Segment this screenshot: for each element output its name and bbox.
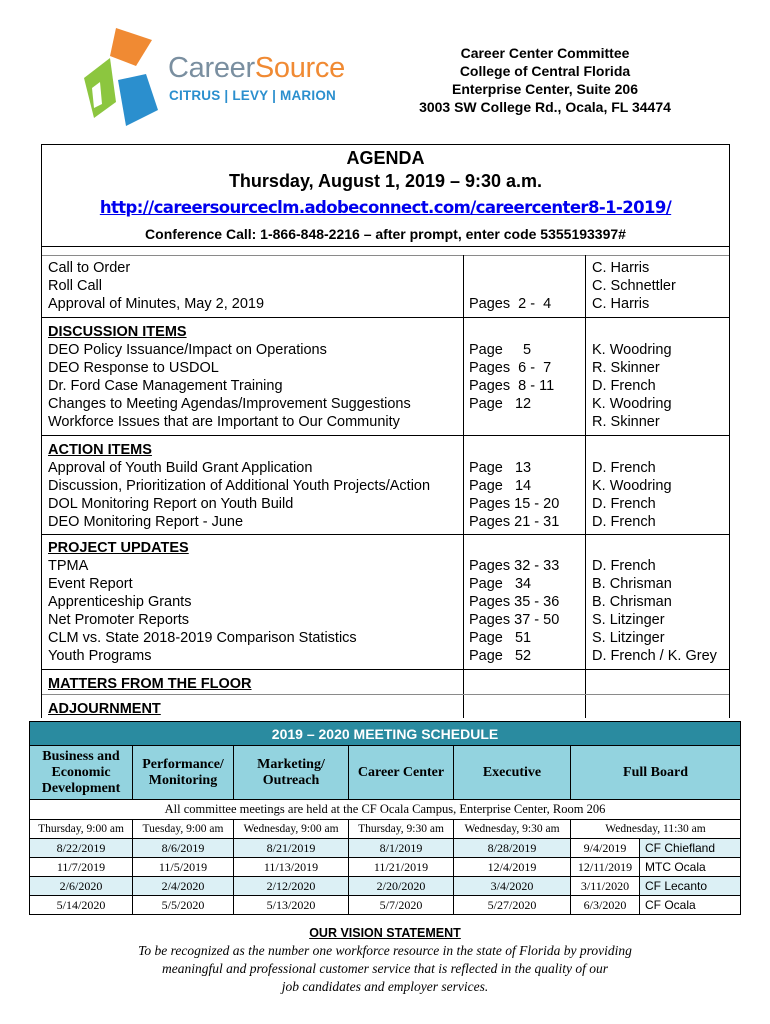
agenda-presenter: D. French xyxy=(592,558,656,574)
vision-line: job candidates and employer services. xyxy=(281,979,489,994)
divider xyxy=(42,669,729,670)
vision-title: OUR VISION STATEMENT xyxy=(309,926,461,940)
agenda-presenter: C. Harris xyxy=(592,260,650,276)
table-row xyxy=(30,839,741,858)
table-cell: 6/3/2020 xyxy=(571,896,640,915)
table-cell: 8/21/2019 xyxy=(234,839,349,858)
divider xyxy=(42,694,729,695)
divider xyxy=(42,317,729,318)
agenda-item: Changes to Meeting Agendas/Improvement Suggestions xyxy=(48,396,411,412)
table-row xyxy=(30,896,741,915)
agenda-box xyxy=(41,144,730,718)
logo-wordmark-source: Source xyxy=(254,52,345,84)
agenda-pages: Pages 21 - 31 xyxy=(469,514,560,530)
updates-heading: PROJECT UPDATES xyxy=(48,540,189,556)
divider xyxy=(42,255,729,256)
agenda-pages: Page 14 xyxy=(469,478,532,494)
address-line: College of Central Florida xyxy=(459,63,631,79)
agenda-item: DEO Monitoring Report - June xyxy=(48,514,244,530)
divider xyxy=(42,246,729,247)
agenda-item: Call to Order xyxy=(48,260,131,276)
table-cell: 11/5/2019 xyxy=(133,858,234,877)
vision-line: meaningful and professional customer service that is reflected in the quality of our xyxy=(162,961,608,976)
agenda-presenter: D. French xyxy=(592,514,656,530)
table-cell: 8/1/2019 xyxy=(349,839,454,858)
vision-statement xyxy=(0,926,770,996)
logo-subtitle: CITRUS | LEVY | MARION xyxy=(169,88,336,103)
table-row xyxy=(30,858,741,877)
meeting-schedule-table xyxy=(29,721,741,915)
table-cell: 3/4/2020 xyxy=(454,877,571,896)
column-divider xyxy=(463,255,464,718)
agenda-presenter: R. Skinner xyxy=(592,414,660,430)
table-cell: 12/11/2019 xyxy=(571,858,640,877)
agenda-presenter: S. Litzinger xyxy=(592,630,665,646)
table-cell: MTC Ocala xyxy=(640,858,741,877)
agenda-presenter: D. French xyxy=(592,378,656,394)
agenda-presenter: K. Woodring xyxy=(592,396,672,412)
agenda-item: TPMA xyxy=(48,558,89,574)
table-cell: 12/4/2019 xyxy=(454,858,571,877)
agenda-presenter: R. Skinner xyxy=(592,360,660,376)
column-divider xyxy=(585,255,586,718)
agenda-item: Youth Programs xyxy=(48,648,152,664)
action-heading: ACTION ITEMS xyxy=(48,442,152,458)
agenda-presenter: D. French / K. Grey xyxy=(592,648,717,664)
committee-address xyxy=(380,44,710,116)
address-line: Enterprise Center, Suite 206 xyxy=(452,81,638,97)
agenda-pages: Pages 6 - 7 xyxy=(469,360,552,376)
agenda-item: Dr. Ford Case Management Training xyxy=(48,378,283,394)
table-cell: 8/28/2019 xyxy=(454,839,571,858)
agenda-presenter: D. French xyxy=(592,496,656,512)
table-cell: 5/27/2020 xyxy=(454,896,571,915)
agenda-presenter: C. Harris xyxy=(592,296,650,312)
table-cell: 11/21/2019 xyxy=(349,858,454,877)
agenda-pages: Page 51 xyxy=(469,630,532,646)
agenda-presenter: B. Chrisman xyxy=(592,594,672,610)
meeting-time: Wednesday, 9:00 am xyxy=(234,820,349,839)
agenda-presenter: S. Litzinger xyxy=(592,612,665,628)
agenda-presenter: K. Woodring xyxy=(592,342,672,358)
conference-call: Conference Call: 1-866-848-2216 – after prompt, enter code 5355193397# xyxy=(145,226,626,242)
agenda-pages: Pages 2 - 4 xyxy=(469,296,552,312)
agenda-pages: Page 34 xyxy=(469,576,532,592)
agenda-item: Net Promoter Reports xyxy=(48,612,190,628)
agenda-item: Discussion, Prioritization of Additional Youth Projects/Action xyxy=(48,478,431,494)
adjournment-heading: ADJOURNMENT xyxy=(48,701,161,717)
agenda-datetime: Thursday, August 1, 2019 – 9:30 a.m. xyxy=(228,171,543,191)
agenda-pages: Page 5 xyxy=(469,342,532,358)
agenda-pages: Pages 35 - 36 xyxy=(469,594,560,610)
table-cell: CF Lecanto xyxy=(640,877,741,896)
agenda-pages: Page 12 xyxy=(469,396,532,412)
logo-wordmark-career: Career xyxy=(168,52,255,84)
meeting-time: Thursday, 9:00 am xyxy=(30,820,133,839)
address-line: Career Center Committee xyxy=(460,45,630,61)
table-cell: 8/22/2019 xyxy=(30,839,133,858)
table-cell: 5/5/2020 xyxy=(133,896,234,915)
table-row xyxy=(30,877,741,896)
agenda-pages: Pages 37 - 50 xyxy=(469,612,560,628)
agenda-presenter: K. Woodring xyxy=(592,478,672,494)
table-cell: 9/4/2019 xyxy=(571,839,640,858)
agenda-pages: Pages 8 - 11 xyxy=(469,378,555,394)
meeting-time: Wednesday, 9:30 am xyxy=(454,820,571,839)
meeting-time: Wednesday, 11:30 am xyxy=(571,820,741,839)
careersource-logo xyxy=(80,22,350,132)
discussion-heading: DISCUSSION ITEMS xyxy=(48,324,187,340)
agenda-item: Approval of Youth Build Grant Application xyxy=(48,460,313,476)
agenda-title: AGENDA xyxy=(346,148,425,168)
table-cell: CF Chiefland xyxy=(640,839,741,858)
table-cell: 2/20/2020 xyxy=(349,877,454,896)
table-cell: 5/7/2020 xyxy=(349,896,454,915)
schedule-title: 2019 – 2020 MEETING SCHEDULE xyxy=(30,722,741,746)
column-header: Full Board xyxy=(571,746,741,800)
agenda-item: Apprenticeship Grants xyxy=(48,594,192,610)
agenda-item: DEO Policy Issuance/Impact on Operations xyxy=(48,342,327,358)
column-header: Executive xyxy=(454,746,571,800)
logo-mark-icon xyxy=(80,22,166,132)
agenda-item: DEO Response to USDOL xyxy=(48,360,219,376)
column-header: Marketing/ Outreach xyxy=(234,746,349,800)
agenda-pages: Pages 15 - 20 xyxy=(469,496,560,512)
agenda-item: Event Report xyxy=(48,576,133,592)
agenda-presenter: D. French xyxy=(592,460,656,476)
agenda-item: Roll Call xyxy=(48,278,102,294)
agenda-item: Approval of Minutes, May 2, 2019 xyxy=(48,296,265,312)
table-cell: 2/4/2020 xyxy=(133,877,234,896)
table-cell: 3/11/2020 xyxy=(571,877,640,896)
logo-wordmark xyxy=(168,52,345,85)
schedule-location-note: All committee meetings are held at the CF Ocala Campus, Enterprise Center, Room 206 xyxy=(30,800,741,820)
column-header: Business and Economic Development xyxy=(30,746,133,800)
table-cell: 5/14/2020 xyxy=(30,896,133,915)
meeting-time: Tuesday, 9:00 am xyxy=(133,820,234,839)
table-cell: 8/6/2019 xyxy=(133,839,234,858)
agenda-presenter: C. Schnettler xyxy=(592,278,676,294)
agenda-item: DOL Monitoring Report on Youth Build xyxy=(48,496,294,512)
table-cell: 11/7/2019 xyxy=(30,858,133,877)
divider xyxy=(42,435,729,436)
column-header: Career Center xyxy=(349,746,454,800)
agenda-pages: Page 52 xyxy=(469,648,532,664)
agenda-item: CLM vs. State 2018-2019 Comparison Statistics xyxy=(48,630,357,646)
address-line: 3003 SW College Rd., Ocala, FL 34474 xyxy=(419,99,671,115)
agenda-presenter: B. Chrisman xyxy=(592,576,672,592)
vision-text xyxy=(0,942,770,996)
agenda-pages: Pages 32 - 33 xyxy=(469,558,560,574)
table-cell: 2/6/2020 xyxy=(30,877,133,896)
table-cell: 5/13/2020 xyxy=(234,896,349,915)
column-header: Performance/ Monitoring xyxy=(133,746,234,800)
table-cell: 11/13/2019 xyxy=(234,858,349,877)
agenda-item: Workforce Issues that are Important to Our Community xyxy=(48,414,400,430)
divider xyxy=(42,534,729,535)
meeting-link[interactable]: http://careersourceclm.adobeconnect.com/careercenter8-1-2019/ xyxy=(99,198,672,217)
table-cell: CF Ocala xyxy=(640,896,741,915)
meeting-time: Thursday, 9:30 am xyxy=(349,820,454,839)
agenda-pages: Page 13 xyxy=(469,460,532,476)
table-cell: 2/12/2020 xyxy=(234,877,349,896)
vision-line: To be recognized as the number one workforce resource in the state of Florida by providing xyxy=(138,943,632,958)
floor-heading: MATTERS FROM THE FLOOR xyxy=(48,676,252,692)
